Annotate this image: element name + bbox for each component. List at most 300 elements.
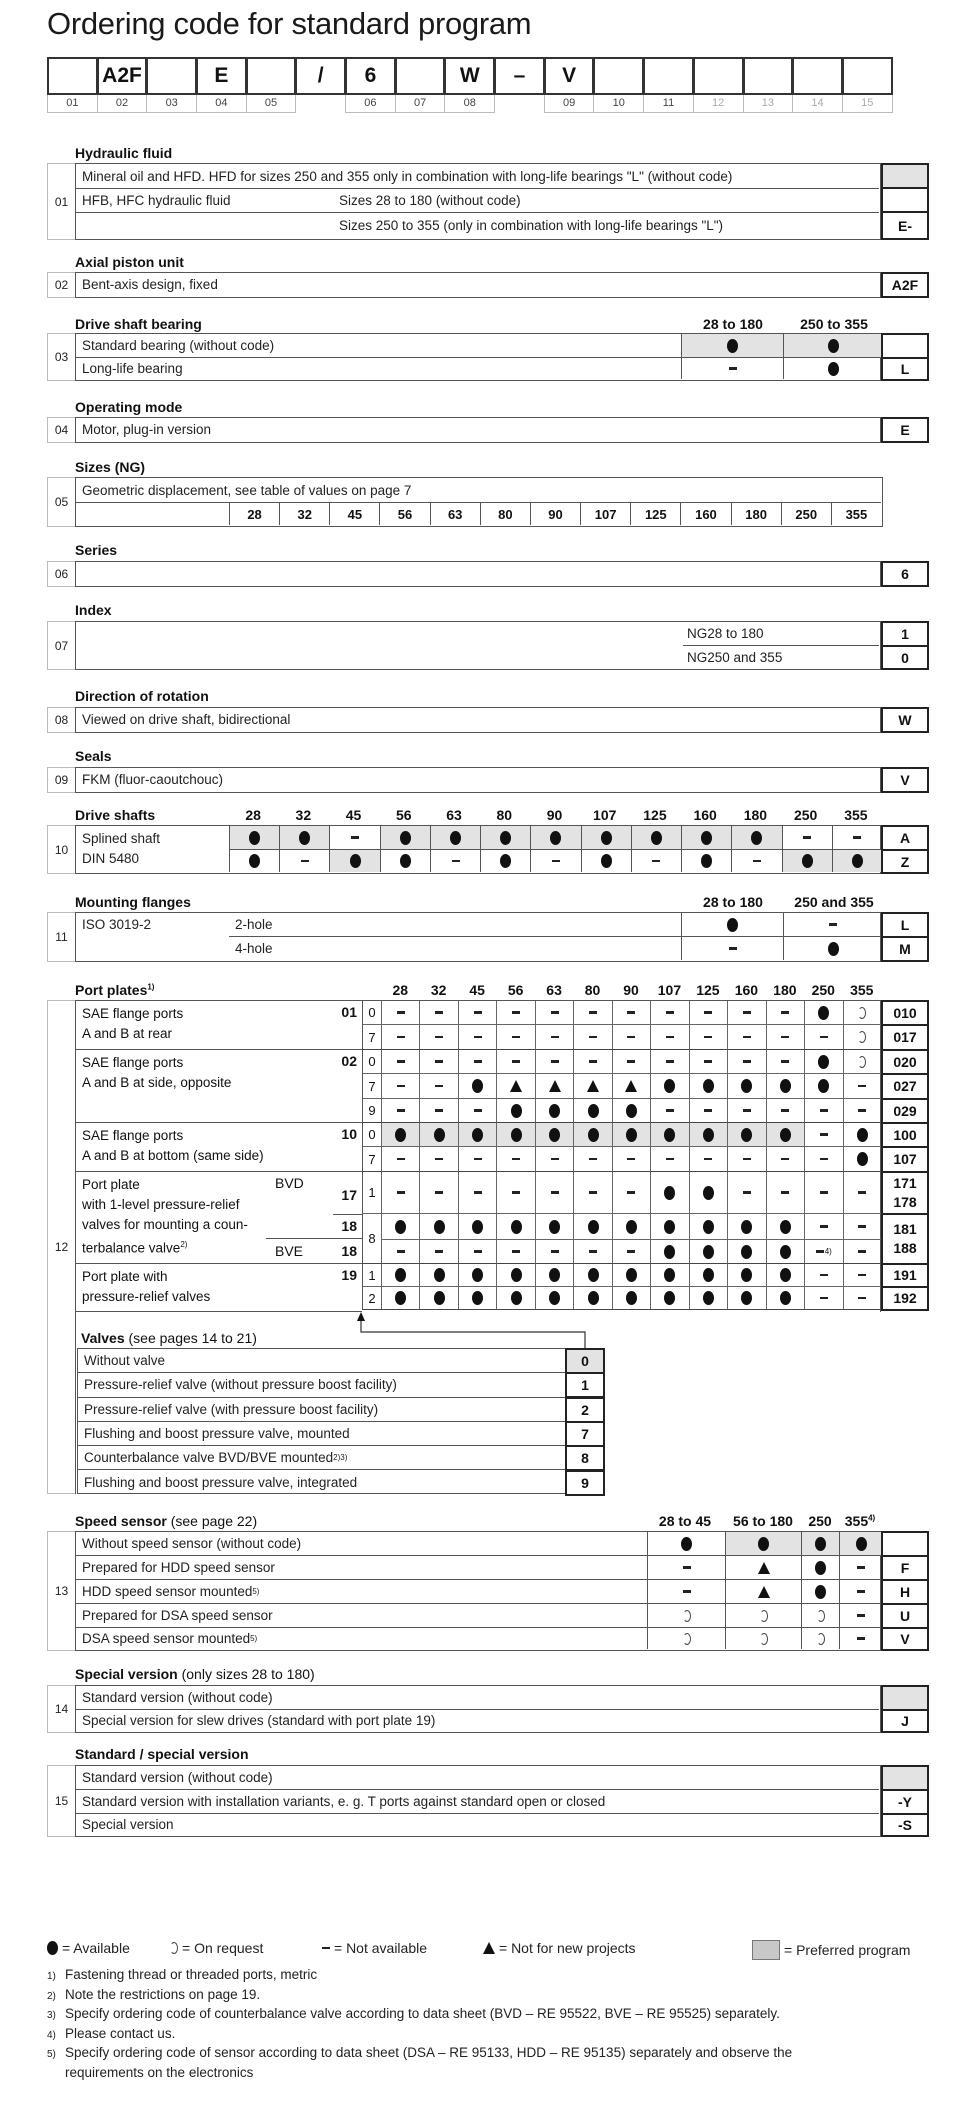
available-dot-icon bbox=[818, 1006, 829, 1020]
status-cell bbox=[381, 1025, 419, 1050]
status-cell bbox=[419, 1214, 457, 1240]
drive-shafts-table bbox=[75, 825, 881, 874]
available-dot-icon bbox=[550, 831, 561, 845]
section-title-mounting-flanges: Mounting flanges bbox=[75, 894, 191, 910]
row-text: Prepared for DSA speed sensor bbox=[82, 1608, 273, 1623]
not-available-icon bbox=[589, 1158, 597, 1161]
speed-sensor-title: Speed sensor bbox=[75, 1513, 167, 1529]
not-available-icon bbox=[743, 1109, 751, 1112]
available-dot-icon bbox=[703, 1186, 714, 1200]
status-cell bbox=[832, 826, 882, 850]
section-title-index: Index bbox=[75, 602, 112, 618]
legend-text: = Not available bbox=[334, 1940, 428, 1956]
special-version-note: (only sizes 28 to 180) bbox=[181, 1666, 315, 1682]
available-dot-icon bbox=[703, 1128, 714, 1142]
legend-on-request bbox=[170, 1940, 263, 1956]
code-value: A bbox=[881, 825, 929, 851]
code-position-number: 11 bbox=[643, 95, 694, 113]
code-value: 017 bbox=[881, 1024, 929, 1051]
status-cell bbox=[380, 826, 430, 850]
status-cell bbox=[727, 1264, 765, 1287]
status-cell bbox=[725, 1604, 801, 1628]
dash-icon bbox=[322, 1947, 330, 1950]
not-available-icon bbox=[474, 1250, 482, 1253]
status-cell bbox=[725, 1628, 801, 1649]
table-row bbox=[76, 418, 879, 441]
valve-option-row bbox=[78, 1422, 566, 1446]
code-value bbox=[881, 1531, 929, 1557]
footnote-ref: 2)3) bbox=[333, 1453, 348, 1463]
row-text: Standard version (without code) bbox=[82, 1690, 273, 1705]
not-available-icon bbox=[474, 1191, 482, 1194]
status-cell bbox=[419, 1099, 457, 1123]
footnote-number: 4) bbox=[47, 2029, 56, 2041]
status-cell bbox=[766, 1050, 804, 1074]
status-cell bbox=[766, 1214, 804, 1240]
available-dot-icon bbox=[780, 1220, 791, 1234]
section-number: 10 bbox=[47, 825, 76, 874]
status-cell bbox=[612, 1172, 650, 1214]
not-available-icon bbox=[551, 1250, 559, 1253]
size-header: 63 bbox=[446, 807, 462, 823]
port-group-code: 19 bbox=[341, 1267, 357, 1283]
not-for-new-projects-icon bbox=[587, 1080, 599, 1092]
section-title-special-version bbox=[75, 1666, 315, 1682]
row-text: Flushing and boost pressure valve, integrated bbox=[84, 1475, 358, 1491]
row-text: Geometric displacement, see table of values on page 7 bbox=[82, 482, 412, 498]
size-header: 160 bbox=[693, 807, 717, 823]
status-cell bbox=[801, 1628, 839, 1649]
status-cell bbox=[612, 1264, 650, 1287]
available-dot-icon bbox=[703, 1291, 714, 1305]
not-available-icon bbox=[743, 1158, 751, 1161]
available-dot-icon bbox=[472, 1291, 483, 1305]
status-cell bbox=[681, 358, 783, 379]
status-cell bbox=[631, 850, 681, 872]
status-cell bbox=[650, 1050, 688, 1074]
status-cell bbox=[843, 1001, 881, 1025]
row-text: Mineral oil and HFD. HFD for sizes 250 and 355 only in combination with long-life bearings "L" (without code) bbox=[82, 168, 733, 184]
available-dot-icon bbox=[741, 1245, 752, 1259]
code-preferred bbox=[881, 1765, 929, 1791]
status-cell bbox=[647, 1628, 725, 1649]
available-dot-icon bbox=[664, 1268, 675, 1282]
status-cell bbox=[535, 1123, 573, 1147]
available-dot-icon bbox=[511, 1128, 522, 1142]
not-available-icon bbox=[512, 1158, 520, 1161]
status-cell bbox=[612, 1025, 650, 1050]
not-available-icon bbox=[589, 1060, 597, 1063]
valve-option-row bbox=[78, 1471, 566, 1495]
on-request-icon bbox=[760, 1610, 768, 1622]
sizes-row bbox=[229, 503, 881, 525]
port-group-code: 18 bbox=[341, 1218, 357, 1234]
status-cell bbox=[650, 1123, 688, 1147]
status-cell bbox=[766, 1147, 804, 1172]
status-cell bbox=[612, 1287, 650, 1310]
status-cell bbox=[727, 1214, 765, 1240]
section-number: 13 bbox=[47, 1531, 76, 1651]
column-header: 250 bbox=[808, 1513, 832, 1529]
available-dot-icon bbox=[780, 1079, 791, 1093]
port-group-label bbox=[82, 1004, 183, 1044]
size-header: 125 bbox=[696, 982, 720, 998]
column-header: 28 to 180 bbox=[703, 316, 763, 332]
not-available-icon bbox=[301, 860, 309, 863]
valve-code-cell: 1 bbox=[362, 1172, 381, 1214]
status-cell bbox=[419, 1074, 457, 1099]
status-cell bbox=[801, 1604, 839, 1628]
code-value: 010 bbox=[881, 1000, 929, 1026]
available-dot-icon bbox=[818, 1055, 829, 1069]
not-available-icon bbox=[512, 1011, 520, 1014]
footnote-ref: 5) bbox=[252, 1587, 260, 1596]
status-cell bbox=[804, 1172, 842, 1214]
status-cell bbox=[458, 1123, 496, 1147]
status-cell bbox=[458, 1147, 496, 1172]
table-row bbox=[229, 913, 681, 937]
row-text: Standard bearing (without code) bbox=[82, 338, 275, 353]
section-title-series: Series bbox=[75, 542, 118, 558]
status-cell bbox=[535, 1264, 573, 1287]
status-cell bbox=[612, 1123, 650, 1147]
code-box bbox=[395, 57, 446, 95]
row-text: Standard version with installation variants, e. g. T ports against standard open or closed bbox=[82, 1794, 606, 1809]
footnote-ref: 5) bbox=[250, 1634, 258, 1643]
available-dot-icon bbox=[472, 1079, 483, 1093]
row-text: Long-life bearing bbox=[82, 361, 183, 376]
not-available-icon bbox=[435, 1191, 443, 1194]
footnote-text: Note the restrictions on page 19. bbox=[65, 1986, 261, 2002]
code-box bbox=[693, 57, 744, 95]
section-title-drive-shaft-bearing: Drive shaft bearing bbox=[75, 316, 202, 332]
not-available-icon bbox=[435, 1036, 443, 1039]
status-cell bbox=[381, 1287, 419, 1310]
size-header: 45 bbox=[345, 807, 362, 823]
size-header: 180 bbox=[743, 807, 768, 823]
not-available-icon bbox=[781, 1060, 789, 1063]
code-position-number: 14 bbox=[792, 95, 843, 113]
not-available-icon bbox=[397, 1109, 405, 1112]
row-text: Without valve bbox=[84, 1353, 166, 1369]
status-cell bbox=[766, 1099, 804, 1123]
not-available-icon bbox=[781, 1011, 789, 1014]
code-position-number: 10 bbox=[593, 95, 644, 113]
not-available-icon bbox=[397, 1191, 405, 1194]
axial-piston-table bbox=[75, 272, 881, 298]
valve-option-row bbox=[78, 1373, 566, 1397]
port-group bbox=[76, 1001, 363, 1050]
table-row bbox=[76, 189, 879, 213]
code-value: 107 bbox=[881, 1146, 929, 1173]
status-cell bbox=[783, 358, 882, 379]
shaft-label-line2: DIN 5480 bbox=[82, 851, 140, 866]
hydraulic-fluid-table bbox=[75, 163, 881, 240]
footnote bbox=[47, 2026, 175, 2041]
available-dot-icon bbox=[828, 339, 839, 353]
footnote-ref: 4) bbox=[868, 1513, 876, 1523]
status-cell bbox=[647, 1556, 725, 1580]
code-position-number: 12 bbox=[693, 95, 744, 113]
size-cell: 32 bbox=[279, 503, 329, 525]
triangle-icon bbox=[483, 1942, 495, 1954]
code-position-number: 13 bbox=[743, 95, 794, 113]
status-cell bbox=[782, 850, 832, 872]
not-available-icon bbox=[652, 860, 660, 863]
available-dot-icon bbox=[434, 1291, 445, 1305]
not-available-icon bbox=[666, 1036, 674, 1039]
not-available-icon bbox=[474, 1158, 482, 1161]
footnote-number: 2) bbox=[47, 1990, 56, 2002]
not-available-icon bbox=[551, 1011, 559, 1014]
port-group-label bbox=[82, 1267, 210, 1307]
code-value: V bbox=[881, 1627, 929, 1651]
not-available-icon bbox=[853, 836, 861, 839]
status-cell bbox=[689, 1001, 727, 1025]
footnote-continuation: requirements on the electronics bbox=[65, 2064, 254, 2080]
table-row bbox=[76, 1790, 879, 1814]
section-number: 09 bbox=[47, 767, 76, 793]
available-dot-icon bbox=[651, 831, 662, 845]
status-cell bbox=[843, 1123, 881, 1147]
shaft-label-line1: Splined shaft bbox=[82, 831, 161, 846]
not-available-icon bbox=[351, 836, 359, 839]
row-text: Special version bbox=[82, 1817, 174, 1832]
status-cell bbox=[419, 1287, 457, 1310]
valve-code-cell: 7 bbox=[362, 1025, 381, 1050]
label-line: SAE flange ports bbox=[82, 1006, 184, 1021]
size-cell: 250 bbox=[781, 503, 831, 525]
not-available-icon bbox=[551, 1158, 559, 1161]
status-cell bbox=[727, 1074, 765, 1099]
status-cell bbox=[229, 850, 279, 872]
available-dot-icon bbox=[758, 1537, 769, 1551]
divider bbox=[333, 1214, 363, 1215]
code-position-number: 05 bbox=[246, 95, 297, 113]
code-value: L bbox=[881, 357, 929, 381]
status-cell bbox=[496, 1287, 534, 1310]
bvd-label: BVD bbox=[275, 1175, 304, 1191]
status-cell bbox=[843, 1264, 881, 1287]
not-available-icon bbox=[820, 1036, 828, 1039]
footnote bbox=[47, 2006, 780, 2021]
section-number: 07 bbox=[47, 621, 76, 670]
available-dot-icon bbox=[500, 831, 511, 845]
section-title-speed-sensor bbox=[75, 1513, 257, 1529]
available-dot-icon bbox=[780, 1245, 791, 1259]
on-request-icon bbox=[858, 1031, 866, 1043]
special-version-table bbox=[75, 1685, 881, 1733]
section-title-operating-mode: Operating mode bbox=[75, 399, 183, 415]
direction-table bbox=[75, 707, 881, 733]
column-header-text: 355 bbox=[844, 1513, 869, 1529]
footnote-text: Fastening thread or threaded ports, metric bbox=[65, 1967, 318, 1982]
available-dot-icon bbox=[815, 1537, 826, 1551]
status-cell bbox=[727, 1099, 765, 1123]
status-cell bbox=[496, 1074, 534, 1099]
size-header: 250 bbox=[793, 807, 818, 823]
not-available-icon bbox=[397, 1060, 405, 1063]
status-cell bbox=[381, 1099, 419, 1123]
label-line: A and B at rear bbox=[82, 1026, 173, 1041]
code-box bbox=[743, 57, 794, 95]
size-header: 32 bbox=[295, 807, 312, 823]
status-cell bbox=[832, 850, 882, 872]
available-dot-icon bbox=[626, 1128, 637, 1142]
row-text: Standard version (without code) bbox=[82, 1770, 273, 1785]
status-cell bbox=[839, 1556, 882, 1580]
not-available-icon bbox=[743, 1011, 751, 1014]
status-cell bbox=[689, 1264, 727, 1287]
row-subtext: Sizes 250 to 355 (only in combination with long-life bearings "L") bbox=[339, 218, 724, 233]
status-cell bbox=[496, 1172, 534, 1214]
available-dot-icon bbox=[780, 1268, 791, 1282]
status-cell bbox=[458, 1214, 496, 1240]
status-cell bbox=[801, 1580, 839, 1604]
valve-code: 9 bbox=[565, 1470, 605, 1496]
status-cell bbox=[681, 334, 783, 358]
available-dot-icon bbox=[664, 1245, 675, 1259]
status-cell bbox=[766, 1123, 804, 1147]
not-available-icon bbox=[858, 1250, 866, 1253]
table-row bbox=[683, 622, 879, 646]
available-dot-icon bbox=[857, 1152, 868, 1166]
not-available-icon bbox=[474, 1036, 482, 1039]
not-available-icon bbox=[820, 1109, 828, 1112]
column-header: 56 to 180 bbox=[733, 1513, 793, 1529]
available-dot-icon bbox=[434, 1128, 445, 1142]
table-row bbox=[683, 646, 879, 668]
size-cell: 63 bbox=[430, 503, 480, 525]
status-cell bbox=[727, 1147, 765, 1172]
row-text: Without speed sensor (without code) bbox=[82, 1536, 302, 1551]
code-value: -S bbox=[881, 1813, 929, 1837]
status-cell bbox=[535, 1074, 573, 1099]
status-cell bbox=[804, 1147, 842, 1172]
not-available-icon bbox=[512, 1191, 520, 1194]
footnote bbox=[47, 1987, 260, 2002]
status-cell bbox=[419, 1025, 457, 1050]
size-header: 107 bbox=[593, 807, 617, 823]
status-cell bbox=[573, 1287, 611, 1310]
on-request-icon bbox=[683, 1633, 691, 1645]
valve-option-row bbox=[78, 1349, 566, 1373]
code-preferred bbox=[881, 163, 929, 189]
code-position-number: 01 bbox=[47, 95, 98, 113]
available-dot-icon bbox=[511, 1268, 522, 1282]
status-cell bbox=[843, 1172, 881, 1214]
status-cell bbox=[766, 1001, 804, 1025]
not-for-new-projects-icon bbox=[625, 1080, 637, 1092]
section-number: 06 bbox=[47, 561, 76, 587]
code-box bbox=[792, 57, 843, 95]
code-value: W bbox=[881, 707, 929, 733]
section-title-drive-shafts: Drive shafts bbox=[75, 807, 156, 823]
not-available-icon bbox=[781, 1158, 789, 1161]
available-dot-icon bbox=[626, 1268, 637, 1282]
footnote bbox=[47, 1967, 317, 1982]
available-dot-icon bbox=[400, 854, 411, 868]
not-for-new-projects-icon bbox=[758, 1562, 770, 1574]
status-cell bbox=[381, 1001, 419, 1025]
available-dot-icon bbox=[727, 918, 738, 932]
not-available-icon bbox=[627, 1036, 635, 1039]
code-value: 100 bbox=[881, 1122, 929, 1148]
size-header: 63 bbox=[546, 982, 562, 998]
size-header: 107 bbox=[657, 982, 682, 998]
status-cell bbox=[535, 1147, 573, 1172]
status-cell bbox=[573, 1214, 611, 1240]
valve-code-cell: 2 bbox=[362, 1287, 381, 1310]
available-dot-icon bbox=[664, 1220, 675, 1234]
not-available-icon bbox=[627, 1191, 635, 1194]
status-cell bbox=[727, 1172, 765, 1214]
valve-code-cell: 0 bbox=[362, 1050, 381, 1074]
status-cell bbox=[782, 826, 832, 850]
status-cell bbox=[573, 1147, 611, 1172]
on-request-icon bbox=[817, 1633, 825, 1645]
port-plates-grid bbox=[362, 1000, 881, 1312]
available-dot-icon bbox=[802, 854, 813, 868]
status-cell bbox=[650, 1074, 688, 1099]
size-header: 355 bbox=[850, 982, 874, 998]
status-cell bbox=[581, 826, 631, 850]
status-cell bbox=[530, 826, 580, 850]
valve-code-cell: 8 bbox=[362, 1214, 381, 1264]
not-available-icon bbox=[743, 1036, 751, 1039]
status-cell bbox=[458, 1074, 496, 1099]
not-for-new-projects-icon bbox=[758, 1586, 770, 1598]
valve-code: 7 bbox=[565, 1421, 605, 1447]
index-table bbox=[75, 621, 881, 670]
label-line: valves for mounting a coun- bbox=[82, 1217, 248, 1232]
available-dot-icon bbox=[511, 1291, 522, 1305]
row-text: Prepared for HDD speed sensor bbox=[82, 1560, 275, 1575]
not-available-icon bbox=[743, 1060, 751, 1063]
footnote-text: Specify ordering code of sensor according to data sheet (DSA – RE 95133, HDD – RE 95135) separately and observe the bbox=[65, 2045, 793, 2060]
status-cell bbox=[480, 850, 530, 872]
status-cell bbox=[804, 1001, 842, 1025]
available-dot-icon bbox=[626, 1291, 637, 1305]
status-cell bbox=[689, 1172, 727, 1214]
not-available-icon bbox=[552, 860, 560, 863]
size-header: 90 bbox=[623, 982, 639, 998]
column-header bbox=[838, 1513, 882, 1529]
status-cell bbox=[535, 1172, 573, 1214]
available-dot-icon bbox=[249, 854, 260, 868]
size-header: 160 bbox=[734, 982, 759, 998]
sizes-table bbox=[75, 477, 883, 527]
not-available-icon bbox=[683, 1590, 691, 1593]
row-text: HDD speed sensor mounted bbox=[82, 1584, 253, 1599]
section-number: 12 bbox=[47, 1000, 76, 1494]
flange-standard-label: ISO 3019-2 bbox=[82, 917, 152, 932]
code-position-number: 08 bbox=[444, 95, 495, 113]
status-cell bbox=[650, 1172, 688, 1214]
code-box bbox=[842, 57, 893, 95]
size-header: 355 bbox=[844, 807, 868, 823]
port-group bbox=[76, 1264, 363, 1310]
status-cell bbox=[573, 1025, 611, 1050]
status-cell bbox=[725, 1580, 801, 1604]
status-cell bbox=[725, 1532, 801, 1556]
status-cell bbox=[458, 1287, 496, 1310]
table-row bbox=[76, 708, 879, 731]
not-available-icon bbox=[474, 1109, 482, 1112]
not-available-icon bbox=[729, 947, 737, 950]
available-dot-icon bbox=[815, 1585, 826, 1599]
not-available-icon bbox=[666, 1011, 674, 1014]
